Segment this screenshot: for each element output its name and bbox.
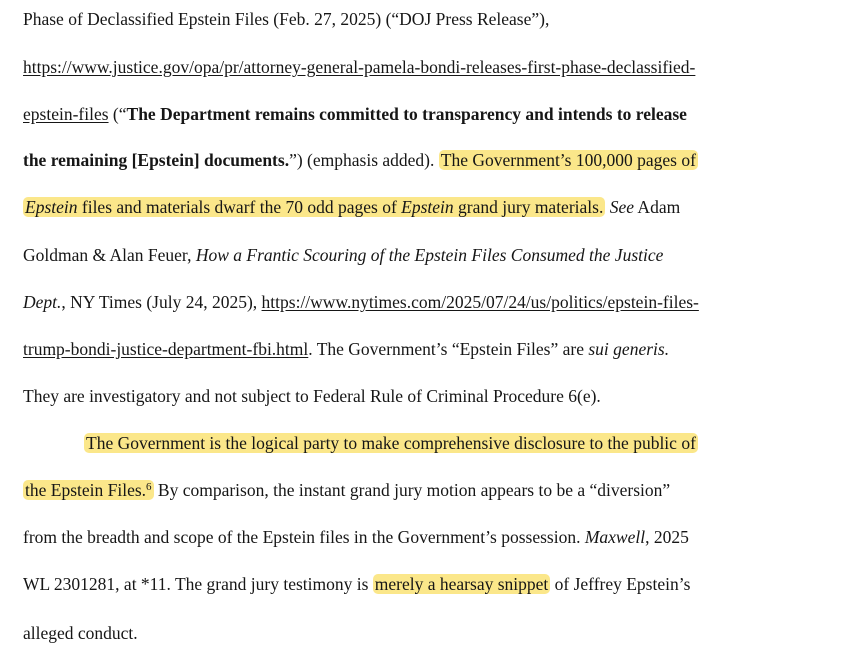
highlighted-text: merely a hearsay snippet <box>374 574 549 594</box>
text-segment: grand jury materials. <box>453 197 604 217</box>
text-line-11 <box>23 478 670 502</box>
text-segment: alleged conduct. <box>23 623 138 643</box>
text-line-12 <box>23 525 689 549</box>
text-segment: By comparison, the instant grand jury motion appears to be a “diversion” <box>153 480 671 500</box>
text-line-9 <box>23 384 601 408</box>
text-line-2[interactable] <box>23 55 695 79</box>
text-segment: The Department remains committed to transparency and intends to release <box>126 104 687 124</box>
text-segment: the Epstein Files. <box>25 480 147 500</box>
footnote-marker: 6 <box>146 481 152 493</box>
hyperlink-text[interactable]: https://www.justice.gov/opa/pr/attorney-general-pamela-bondi-releases-first-phase-declassified- <box>23 57 696 77</box>
highlighted-text: The Government is the logical party to make comprehensive disclosure to the public of <box>86 433 696 453</box>
text-line-1 <box>23 7 549 31</box>
text-segment: Maxwell <box>584 527 646 547</box>
text-segment: . The Government’s “Epstein Files” are <box>308 339 589 359</box>
text-segment: Dept. <box>23 292 62 312</box>
text-segment: Phase of Declassified Epstein Files (Feb. 27, 2025) (“DOJ Press Release”), <box>23 9 550 29</box>
text-segment: How a Frantic Scouring of the Epstein Files Consumed the Justice <box>195 245 664 265</box>
text-segment: WL 2301281, at *11. The grand jury testimony is <box>23 574 373 594</box>
text-line-5 <box>23 195 680 219</box>
highlighted-text <box>23 480 154 500</box>
text-line-4 <box>23 148 698 172</box>
hyperlink-text[interactable]: trump-bondi-justice-department-fbi.html <box>23 339 309 359</box>
text-segment: Goldman & Alan Feuer, <box>23 245 196 265</box>
text-line-3 <box>23 102 687 126</box>
text-segment: ”) (emphasis added). <box>289 150 439 170</box>
text-line-6 <box>23 243 663 267</box>
text-line-10 <box>84 431 698 455</box>
highlighted-text <box>23 197 605 217</box>
text-segment: , 2025 <box>645 527 689 547</box>
text-segment: Epstein <box>401 197 454 217</box>
text-segment: sui generis. <box>588 339 670 359</box>
hyperlink-text[interactable]: https://www.nytimes.com/2025/07/24/us/politics/epstein-files- <box>261 292 699 312</box>
text-segment: Adam <box>634 197 681 217</box>
hyperlink-text[interactable]: epstein-files <box>23 104 109 124</box>
text-segment: Epstein <box>25 197 78 217</box>
text-line-7[interactable] <box>23 290 699 314</box>
text-segment: See <box>609 197 635 217</box>
text-line-14 <box>23 621 138 645</box>
text-segment: the remaining [Epstein] documents. <box>23 150 290 170</box>
text-segment: (“ <box>108 104 127 124</box>
text-segment: from the breadth and scope of the Epstein files in the Government’s possession. <box>23 527 585 547</box>
text-line-8[interactable] <box>23 337 669 361</box>
text-segment: They are investigatory and not subject to Federal Rule of Criminal Procedure 6(e). <box>23 386 601 406</box>
text-segment: of Jeffrey Epstein’s <box>550 574 691 594</box>
text-line-13 <box>23 572 690 596</box>
highlighted-text: The Government’s 100,000 pages of <box>440 150 696 170</box>
text-segment: , NY Times (July 24, 2025), <box>61 292 262 312</box>
text-segment: files and materials dwarf the 70 odd pages of <box>77 197 402 217</box>
